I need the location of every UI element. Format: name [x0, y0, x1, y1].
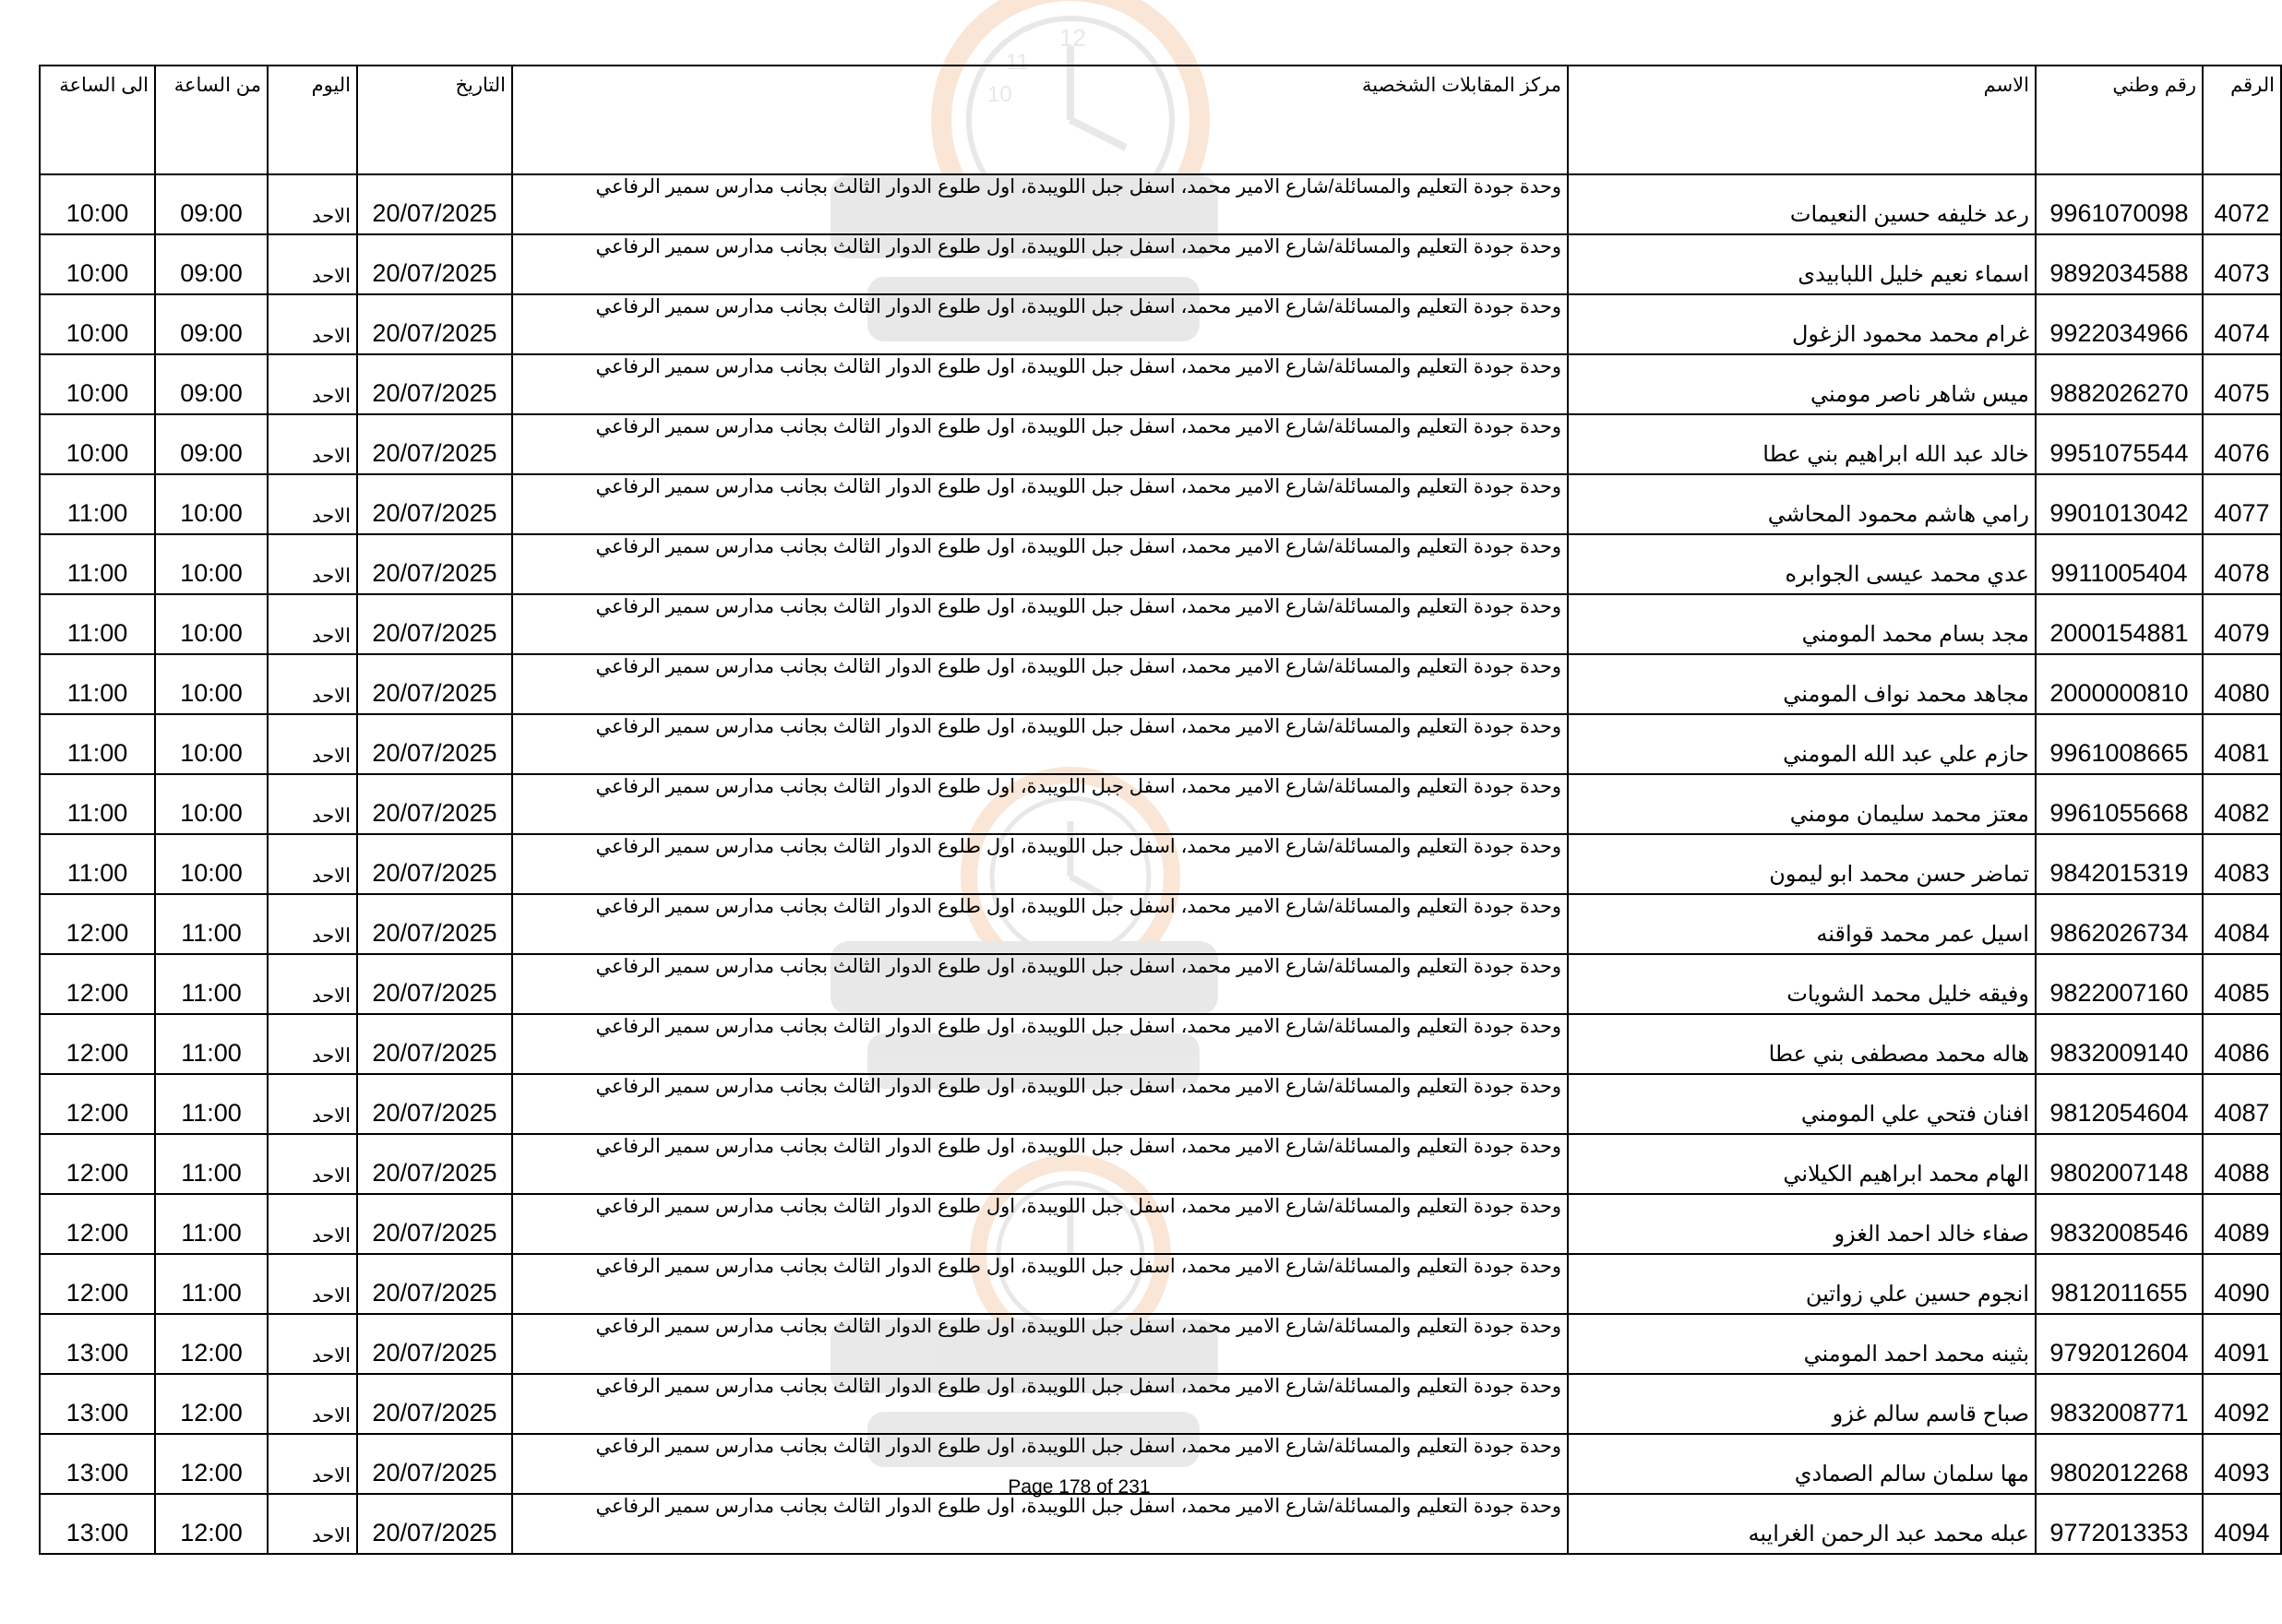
cell-day: الاحد: [268, 834, 357, 894]
cell-name: الهام محمد ابراهيم الكيلاني: [1568, 1134, 2036, 1194]
cell-name: انجوم حسين علي زواتين: [1568, 1254, 2036, 1314]
cell-date: 20/07/2025: [357, 354, 512, 414]
cell-to: 12:00: [40, 954, 155, 1014]
cell-national-id: 9911005404: [2036, 534, 2203, 594]
cell-num: 4093: [2203, 1434, 2281, 1494]
cell-num: 4078: [2203, 534, 2281, 594]
cell-national-id: 9862026734: [2036, 894, 2203, 954]
cell-center: وحدة جودة التعليم والمسائلة/شارع الامير محمد، اسفل جبل اللويبدة، اول طلوع الدوار الثالث بجانب مدارس سمير الرفاعي: [512, 534, 1568, 594]
cell-day: الاحد: [268, 174, 357, 234]
cell-day: الاحد: [268, 1494, 357, 1554]
cell-center: وحدة جودة التعليم والمسائلة/شارع الامير محمد، اسفل جبل اللويبدة، اول طلوع الدوار الثالث بجانب مدارس سمير الرفاعي: [512, 1194, 1568, 1254]
cell-from: 12:00: [155, 1434, 268, 1494]
cell-date: 20/07/2025: [357, 654, 512, 714]
watermark-clock-number: 10: [987, 82, 1012, 107]
cell-national-id: 9961008665: [2036, 714, 2203, 774]
cell-day: الاحد: [268, 234, 357, 294]
cell-day: الاحد: [268, 774, 357, 834]
cell-date: 20/07/2025: [357, 234, 512, 294]
cell-from: 10:00: [155, 774, 268, 834]
cell-center: وحدة جودة التعليم والمسائلة/شارع الامير محمد، اسفل جبل اللويبدة، اول طلوع الدوار الثالث بجانب مدارس سمير الرفاعي: [512, 834, 1568, 894]
cell-day: الاحد: [268, 1254, 357, 1314]
cell-center: وحدة جودة التعليم والمسائلة/شارع الامير محمد، اسفل جبل اللويبدة، اول طلوع الدوار الثالث بجانب مدارس سمير الرفاعي: [512, 1134, 1568, 1194]
cell-center: وحدة جودة التعليم والمسائلة/شارع الامير محمد، اسفل جبل اللويبدة، اول طلوع الدوار الثالث بجانب مدارس سمير الرفاعي: [512, 234, 1568, 294]
cell-national-id: 9951075544: [2036, 414, 2203, 474]
cell-num: 4090: [2203, 1254, 2281, 1314]
cell-to: 11:00: [40, 594, 155, 654]
cell-national-id: 9832008546: [2036, 1194, 2203, 1254]
cell-num: 4082: [2203, 774, 2281, 834]
header-day: اليوم: [268, 66, 357, 174]
cell-to: 11:00: [40, 654, 155, 714]
table-row: [40, 834, 2281, 894]
cell-date: 20/07/2025: [357, 1314, 512, 1374]
cell-from: 12:00: [155, 1374, 268, 1434]
cell-day: الاحد: [268, 714, 357, 774]
cell-day: الاحد: [268, 1434, 357, 1494]
cell-national-id: 9892034588: [2036, 234, 2203, 294]
cell-from: 11:00: [155, 954, 268, 1014]
cell-national-id: 9802012268: [2036, 1434, 2203, 1494]
cell-date: 20/07/2025: [357, 954, 512, 1014]
cell-from: 09:00: [155, 174, 268, 234]
cell-name: رامي هاشم محمود المحاشي: [1568, 474, 2036, 534]
cell-center: وحدة جودة التعليم والمسائلة/شارع الامير محمد، اسفل جبل اللويبدة، اول طلوع الدوار الثالث بجانب مدارس سمير الرفاعي: [512, 1374, 1568, 1434]
cell-to: 10:00: [40, 354, 155, 414]
cell-from: 09:00: [155, 414, 268, 474]
cell-to: 13:00: [40, 1434, 155, 1494]
cell-from: 11:00: [155, 1074, 268, 1134]
cell-name: مجاهد محمد نواف المومني: [1568, 654, 2036, 714]
cell-num: 4073: [2203, 234, 2281, 294]
cell-num: 4085: [2203, 954, 2281, 1014]
cell-num: 4077: [2203, 474, 2281, 534]
cell-from: 11:00: [155, 1254, 268, 1314]
cell-to: 12:00: [40, 1194, 155, 1254]
table-row: [40, 474, 2281, 534]
cell-center: وحدة جودة التعليم والمسائلة/شارع الامير محمد، اسفل جبل اللويبدة، اول طلوع الدوار الثالث بجانب مدارس سمير الرفاعي: [512, 894, 1568, 954]
table-row: [40, 534, 2281, 594]
cell-day: الاحد: [268, 954, 357, 1014]
cell-from: 10:00: [155, 714, 268, 774]
cell-national-id: 9901013042: [2036, 474, 2203, 534]
cell-num: 4080: [2203, 654, 2281, 714]
table-row: [40, 414, 2281, 474]
cell-to: 10:00: [40, 294, 155, 354]
cell-num: 4079: [2203, 594, 2281, 654]
cell-center: وحدة جودة التعليم والمسائلة/شارع الامير محمد، اسفل جبل اللويبدة، اول طلوع الدوار الثالث بجانب مدارس سمير الرفاعي: [512, 714, 1568, 774]
cell-to: 12:00: [40, 1134, 155, 1194]
cell-center: وحدة جودة التعليم والمسائلة/شارع الامير محمد، اسفل جبل اللويبدة، اول طلوع الدوار الثالث بجانب مدارس سمير الرفاعي: [512, 1434, 1568, 1494]
schedule-sheet: [39, 65, 2275, 1555]
cell-num: 4083: [2203, 834, 2281, 894]
table-row: [40, 174, 2281, 234]
table-row: [40, 774, 2281, 834]
cell-national-id: 9822007160: [2036, 954, 2203, 1014]
cell-center: وحدة جودة التعليم والمسائلة/شارع الامير محمد، اسفل جبل اللويبدة، اول طلوع الدوار الثالث بجانب مدارس سمير الرفاعي: [512, 1074, 1568, 1134]
cell-name: معتز محمد سليمان مومني: [1568, 774, 2036, 834]
table-row: [40, 714, 2281, 774]
table-row: [40, 1374, 2281, 1434]
cell-center: وحدة جودة التعليم والمسائلة/شارع الامير محمد، اسفل جبل اللويبدة، اول طلوع الدوار الثالث بجانب مدارس سمير الرفاعي: [512, 1314, 1568, 1374]
cell-date: 20/07/2025: [357, 1134, 512, 1194]
table-row: [40, 294, 2281, 354]
cell-date: 20/07/2025: [357, 894, 512, 954]
cell-name: هاله محمد مصطفى بني عطا: [1568, 1014, 2036, 1074]
header-national-id: رقم وطني: [2036, 66, 2203, 174]
watermark-clock-number: 11: [1006, 50, 1029, 75]
cell-to: 12:00: [40, 1014, 155, 1074]
cell-national-id: 9842015319: [2036, 834, 2203, 894]
cell-date: 20/07/2025: [357, 294, 512, 354]
page-number: Page 178 of 231: [1008, 1476, 1151, 1498]
cell-from: 09:00: [155, 234, 268, 294]
cell-day: الاحد: [268, 534, 357, 594]
cell-national-id: 9922034966: [2036, 294, 2203, 354]
table-row: [40, 1014, 2281, 1074]
table-row: [40, 1494, 2281, 1554]
cell-to: 10:00: [40, 174, 155, 234]
cell-date: 20/07/2025: [357, 1254, 512, 1314]
cell-date: 20/07/2025: [357, 1434, 512, 1494]
table-row: [40, 594, 2281, 654]
cell-num: 4087: [2203, 1074, 2281, 1134]
cell-date: 20/07/2025: [357, 1074, 512, 1134]
cell-name: غرام محمد محمود الزغول: [1568, 294, 2036, 354]
cell-num: 4086: [2203, 1014, 2281, 1074]
cell-center: وحدة جودة التعليم والمسائلة/شارع الامير محمد، اسفل جبل اللويبدة، اول طلوع الدوار الثالث بجانب مدارس سمير الرفاعي: [512, 654, 1568, 714]
table-row: [40, 234, 2281, 294]
cell-national-id: 9812011655: [2036, 1254, 2203, 1314]
cell-name: صباح قاسم سالم غزو: [1568, 1374, 2036, 1434]
cell-to: 12:00: [40, 894, 155, 954]
cell-to: 12:00: [40, 1254, 155, 1314]
cell-to: 13:00: [40, 1374, 155, 1434]
cell-to: 11:00: [40, 534, 155, 594]
cell-day: الاحد: [268, 294, 357, 354]
table-row: [40, 1314, 2281, 1374]
cell-day: الاحد: [268, 894, 357, 954]
cell-day: الاحد: [268, 1074, 357, 1134]
cell-day: الاحد: [268, 1134, 357, 1194]
cell-date: 20/07/2025: [357, 474, 512, 534]
table-row: [40, 1134, 2281, 1194]
cell-day: الاحد: [268, 1194, 357, 1254]
header-num: الرقم: [2203, 66, 2281, 174]
cell-date: 20/07/2025: [357, 534, 512, 594]
cell-name: بثينه محمد احمد المومني: [1568, 1314, 2036, 1374]
cell-from: 12:00: [155, 1314, 268, 1374]
cell-to: 12:00: [40, 1074, 155, 1134]
cell-date: 20/07/2025: [357, 714, 512, 774]
cell-to: 11:00: [40, 474, 155, 534]
cell-from: 10:00: [155, 594, 268, 654]
cell-date: 20/07/2025: [357, 1494, 512, 1554]
cell-name: مجد بسام محمد المومني: [1568, 594, 2036, 654]
table-row: [40, 1254, 2281, 1314]
cell-from: 09:00: [155, 294, 268, 354]
cell-to: 10:00: [40, 234, 155, 294]
cell-name: اسماء نعيم خليل اللبابيدى: [1568, 234, 2036, 294]
cell-center: وحدة جودة التعليم والمسائلة/شارع الامير محمد، اسفل جبل اللويبدة، اول طلوع الدوار الثالث بجانب مدارس سمير الرفاعي: [512, 594, 1568, 654]
cell-from: 11:00: [155, 1194, 268, 1254]
cell-num: 4074: [2203, 294, 2281, 354]
cell-day: الاحد: [268, 414, 357, 474]
cell-from: 11:00: [155, 894, 268, 954]
header-name: الاسم: [1568, 66, 2036, 174]
cell-name: وفيقه خليل محمد الشويات: [1568, 954, 2036, 1014]
cell-national-id: 2000154881: [2036, 594, 2203, 654]
cell-to: 10:00: [40, 414, 155, 474]
cell-num: 4081: [2203, 714, 2281, 774]
cell-from: 09:00: [155, 354, 268, 414]
table-header-row: [40, 66, 2281, 174]
cell-date: 20/07/2025: [357, 834, 512, 894]
cell-center: وحدة جودة التعليم والمسائلة/شارع الامير محمد، اسفل جبل اللويبدة، اول طلوع الدوار الثالث بجانب مدارس سمير الرفاعي: [512, 1014, 1568, 1074]
cell-to: 11:00: [40, 774, 155, 834]
cell-national-id: 2000000810: [2036, 654, 2203, 714]
cell-center: وحدة جودة التعليم والمسائلة/شارع الامير محمد، اسفل جبل اللويبدة، اول طلوع الدوار الثالث بجانب مدارس سمير الرفاعي: [512, 414, 1568, 474]
cell-national-id: 9961055668: [2036, 774, 2203, 834]
cell-national-id: 9832009140: [2036, 1014, 2203, 1074]
cell-num: 4084: [2203, 894, 2281, 954]
cell-from: 10:00: [155, 534, 268, 594]
cell-day: الاحد: [268, 1314, 357, 1374]
cell-name: عبله محمد عبد الرحمن الغرايبه: [1568, 1494, 2036, 1554]
cell-name: صفاء خالد احمد الغزو: [1568, 1194, 2036, 1254]
cell-name: افنان فتحي علي المومني: [1568, 1074, 2036, 1134]
cell-name: مها سلمان سالم الصمادي: [1568, 1434, 2036, 1494]
cell-date: 20/07/2025: [357, 1374, 512, 1434]
cell-date: 20/07/2025: [357, 174, 512, 234]
cell-to: 11:00: [40, 714, 155, 774]
cell-national-id: 9802007148: [2036, 1134, 2203, 1194]
cell-name: خالد عبد الله ابراهيم بني عطا: [1568, 414, 2036, 474]
cell-national-id: 9961070098: [2036, 174, 2203, 234]
cell-num: 4091: [2203, 1314, 2281, 1374]
cell-national-id: 9882026270: [2036, 354, 2203, 414]
cell-center: وحدة جودة التعليم والمسائلة/شارع الامير محمد، اسفل جبل اللويبدة، اول طلوع الدوار الثالث بجانب مدارس سمير الرفاعي: [512, 474, 1568, 534]
cell-national-id: 9812054604: [2036, 1074, 2203, 1134]
table-row: [40, 354, 2281, 414]
cell-from: 10:00: [155, 474, 268, 534]
table-row: [40, 894, 2281, 954]
cell-center: وحدة جودة التعليم والمسائلة/شارع الامير محمد، اسفل جبل اللويبدة، اول طلوع الدوار الثالث بجانب مدارس سمير الرفاعي: [512, 1494, 1568, 1554]
table-row: [40, 1074, 2281, 1134]
header-to: الى الساعة: [40, 66, 155, 174]
table-row: [40, 1194, 2281, 1254]
watermark-clock-number: 12: [1059, 24, 1086, 52]
cell-to: 11:00: [40, 834, 155, 894]
cell-center: وحدة جودة التعليم والمسائلة/شارع الامير محمد، اسفل جبل اللويبدة، اول طلوع الدوار الثالث بجانب مدارس سمير الرفاعي: [512, 774, 1568, 834]
cell-day: الاحد: [268, 594, 357, 654]
cell-date: 20/07/2025: [357, 1194, 512, 1254]
cell-day: الاحد: [268, 354, 357, 414]
cell-name: ميس شاهر ناصر مومني: [1568, 354, 2036, 414]
cell-from: 11:00: [155, 1134, 268, 1194]
cell-name: عدي محمد عيسى الجوابره: [1568, 534, 2036, 594]
cell-day: الاحد: [268, 1014, 357, 1074]
cell-center: وحدة جودة التعليم والمسائلة/شارع الامير محمد، اسفل جبل اللويبدة، اول طلوع الدوار الثالث بجانب مدارس سمير الرفاعي: [512, 354, 1568, 414]
cell-name: اسيل عمر محمد قواقنه: [1568, 894, 2036, 954]
cell-date: 20/07/2025: [357, 414, 512, 474]
cell-num: 4089: [2203, 1194, 2281, 1254]
cell-center: وحدة جودة التعليم والمسائلة/شارع الامير محمد، اسفل جبل اللويبدة، اول طلوع الدوار الثالث بجانب مدارس سمير الرفاعي: [512, 1254, 1568, 1314]
cell-center: وحدة جودة التعليم والمسائلة/شارع الامير محمد، اسفل جبل اللويبدة، اول طلوع الدوار الثالث بجانب مدارس سمير الرفاعي: [512, 294, 1568, 354]
cell-num: 4076: [2203, 414, 2281, 474]
cell-from: 12:00: [155, 1494, 268, 1554]
cell-from: 11:00: [155, 1014, 268, 1074]
cell-num: 4072: [2203, 174, 2281, 234]
cell-num: 4088: [2203, 1134, 2281, 1194]
cell-national-id: 9792012604: [2036, 1314, 2203, 1374]
cell-center: وحدة جودة التعليم والمسائلة/شارع الامير محمد، اسفل جبل اللويبدة، اول طلوع الدوار الثالث بجانب مدارس سمير الرفاعي: [512, 174, 1568, 234]
cell-num: 4094: [2203, 1494, 2281, 1554]
cell-to: 13:00: [40, 1494, 155, 1554]
cell-date: 20/07/2025: [357, 774, 512, 834]
header-center: مركز المقابلات الشخصية: [512, 66, 1568, 174]
cell-day: الاحد: [268, 1374, 357, 1434]
cell-to: 13:00: [40, 1314, 155, 1374]
cell-from: 10:00: [155, 654, 268, 714]
interview-schedule-table: [39, 65, 2282, 1555]
cell-day: الاحد: [268, 474, 357, 534]
cell-name: حازم علي عبد الله المومني: [1568, 714, 2036, 774]
table-row: [40, 954, 2281, 1014]
cell-national-id: 9772013353: [2036, 1494, 2203, 1554]
cell-center: وحدة جودة التعليم والمسائلة/شارع الامير محمد، اسفل جبل اللويبدة، اول طلوع الدوار الثالث بجانب مدارس سمير الرفاعي: [512, 954, 1568, 1014]
header-date: التاريخ: [357, 66, 512, 174]
cell-national-id: 9832008771: [2036, 1374, 2203, 1434]
cell-num: 4092: [2203, 1374, 2281, 1434]
cell-name: تماضر حسن محمد ابو ليمون: [1568, 834, 2036, 894]
cell-date: 20/07/2025: [357, 1014, 512, 1074]
cell-date: 20/07/2025: [357, 594, 512, 654]
table-row: [40, 654, 2281, 714]
cell-num: 4075: [2203, 354, 2281, 414]
cell-from: 10:00: [155, 834, 268, 894]
cell-day: الاحد: [268, 654, 357, 714]
header-from: من الساعة: [155, 66, 268, 174]
cell-name: رعد خليفه حسين النعيمات: [1568, 174, 2036, 234]
